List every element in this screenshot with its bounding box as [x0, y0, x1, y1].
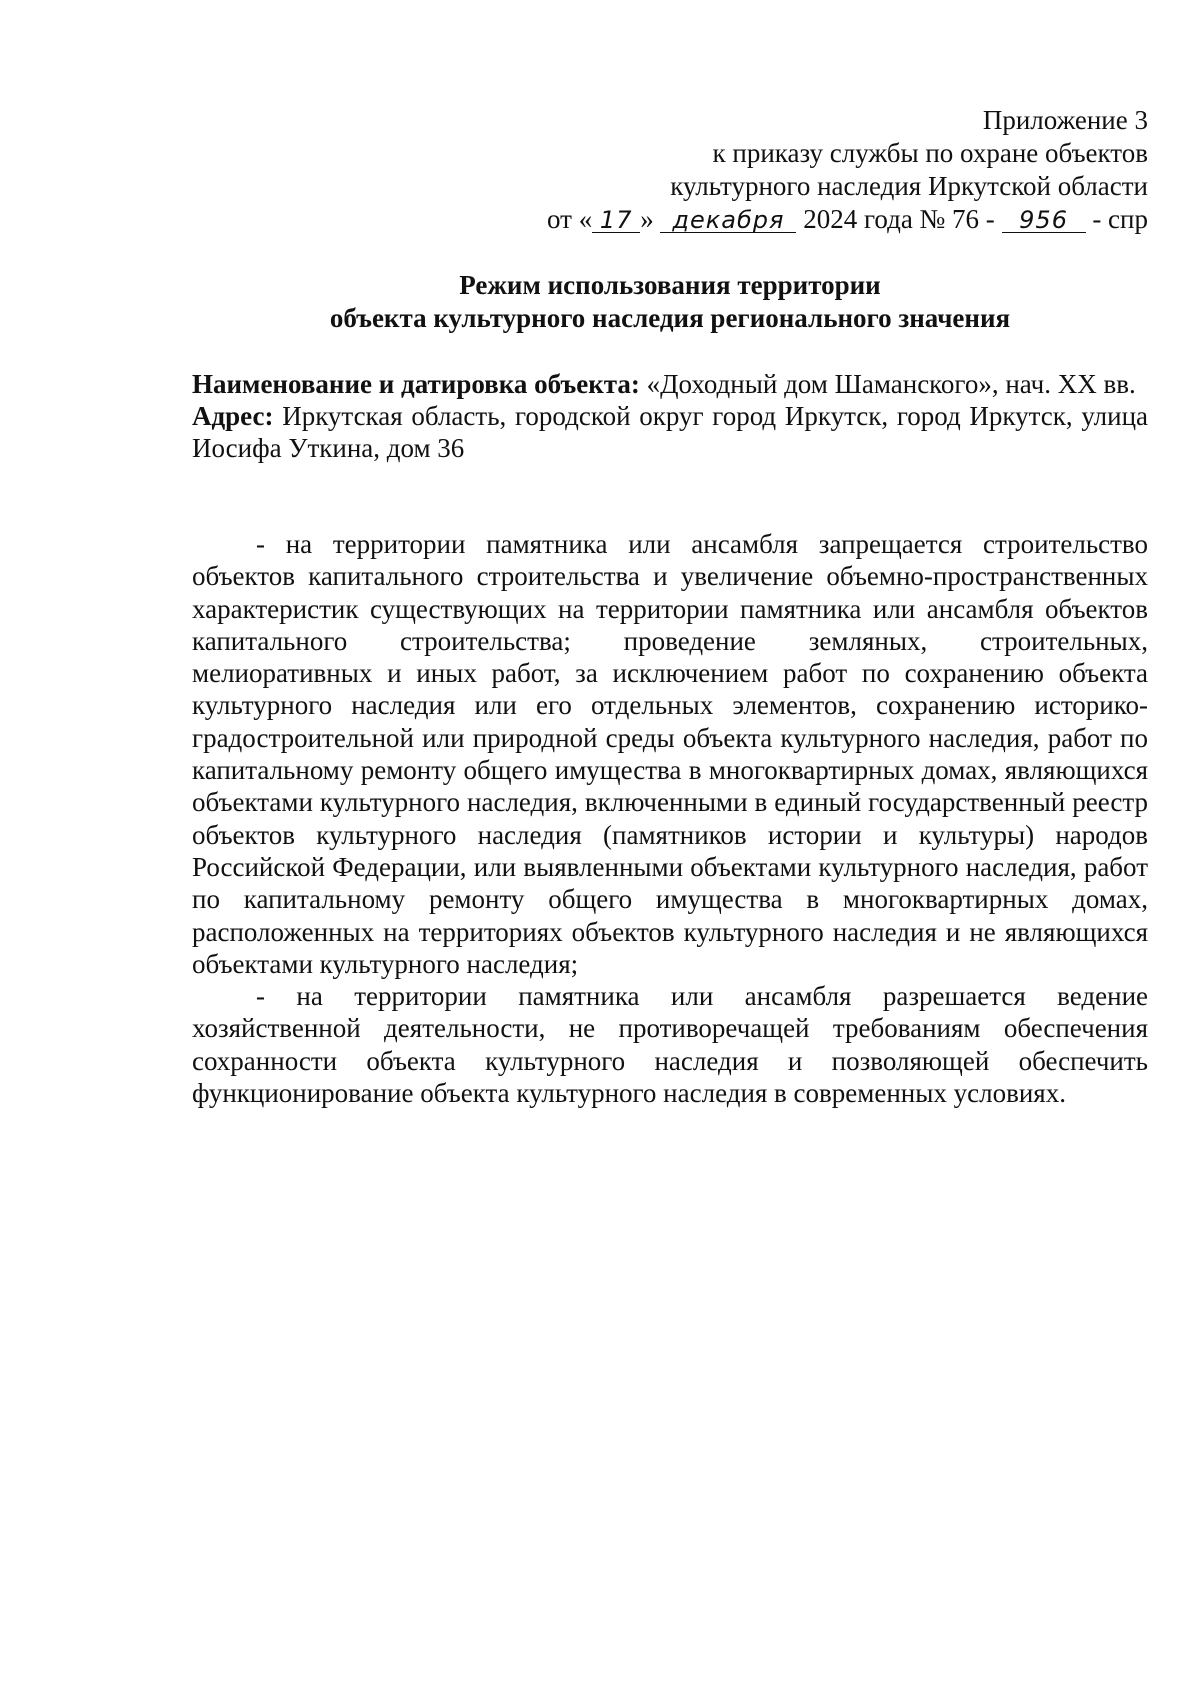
handwritten-day: 17	[592, 208, 640, 233]
date-year-text: 2024 года № 76 -	[803, 204, 995, 234]
prohibition-paragraph: - на территории памятника или ансамбля запрещается строительство объектов капитального строительства и увеличение объемно-пространственных характеристик существующих на территории памятника или ансамбля объектов капитального строительства; проведение земляных, строительных, мелиоративных и иных работ, за исключением работ по сохранению объекта культурного наследия или его отдельных элементов, сохранению историко-градостроительной или природной среды объекта культурного наследия, работ по капитальному ремонту общего имущества в многоквартирных домах, являющихся объектами культурного наследия, включенными в единый государственный реестр объектов культурного наследия (памятников истории и культуры) народов Российской Федерации, или выявленными объектами культурного наследия, работ по капитальному ремонту общего имущества в многоквартирных домах, расположенных на территориях объектов культурного наследия и не являющихся объектами культурного наследия;	[192, 529, 1148, 979]
order-suffix: - спр	[1092, 204, 1148, 234]
title-line-1: Режим использования территории	[459, 270, 881, 300]
date-mid: »	[640, 204, 654, 234]
appendix-number: Приложение 3	[982, 105, 1148, 135]
document-title	[192, 269, 1148, 335]
object-address-value: Иркутская область, городской округ город Иркутск, город Иркутск, улица Иосифа Уткина, дом 36	[192, 401, 1149, 463]
permission-paragraph: - на территории памятника или ансамбля разрешается ведение хозяйственной деятельности, не противоречащей требованиям обеспечения сохранности объекта культурного наследия и позволяющей обеспечить функционирование объекта культурного наследия в современных условиях.	[192, 981, 1148, 1109]
handwritten-order-number: 956	[1002, 208, 1086, 233]
title-line-2: объекта культурного наследия регионального значения	[329, 303, 1011, 333]
object-name-value: «Доходный дом Шаманского», нач. XX вв.	[646, 369, 1136, 399]
handwritten-month: декабря	[660, 208, 796, 233]
order-reference: к приказу службы по охране объектов	[712, 138, 1148, 168]
appendix-header	[428, 104, 1148, 236]
issuing-authority: культурного наследия Иркутской области	[670, 171, 1148, 201]
object-address-label: Адрес:	[192, 401, 274, 431]
object-name-label: Наименование и датировка объекта:	[192, 369, 640, 399]
regime-text	[192, 528, 1148, 1109]
object-info	[192, 368, 1148, 464]
date-prefix: от «	[547, 204, 593, 234]
object-address-row	[192, 400, 1148, 464]
order-date-line	[428, 203, 1148, 236]
object-name-row	[192, 368, 1148, 400]
